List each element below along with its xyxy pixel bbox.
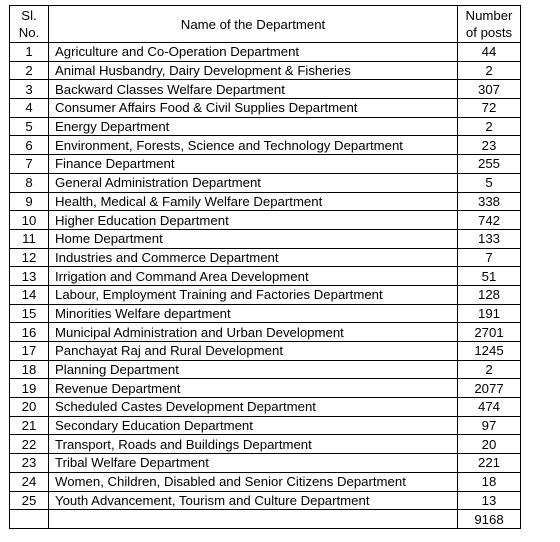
table-row [10, 267, 521, 286]
row-posts-cell: 97 [458, 416, 521, 435]
header-department-name-label: Name of the Department [180, 16, 326, 32]
header-number-of-posts [458, 6, 521, 43]
row-sl-no-cell: 1 [10, 43, 49, 62]
row-posts-cell: 20 [458, 435, 521, 454]
row-department-name-cell: Consumer Affairs Food & Civil Supplies Department [49, 99, 458, 118]
row-posts-cell: 44 [458, 43, 521, 62]
table-row [10, 117, 521, 136]
row-sl-no-cell: 17 [10, 342, 49, 361]
row-posts-cell: 221 [458, 454, 521, 473]
row-department-name-cell: Tribal Welfare Department [49, 454, 458, 473]
row-department-name-cell: Secondary Education Department [49, 416, 458, 435]
row-department-name-cell: Irrigation and Command Area Development [49, 267, 458, 286]
row-department-name-cell: Energy Department [49, 117, 458, 136]
row-sl-no-cell: 5 [10, 117, 49, 136]
row-sl-no-cell: 18 [10, 360, 49, 379]
row-sl-no-cell: 10 [10, 211, 49, 230]
row-posts-cell: 133 [458, 229, 521, 248]
row-posts-cell: 128 [458, 285, 521, 304]
row-posts-cell: 307 [458, 80, 521, 99]
row-posts-cell: 51 [458, 267, 521, 286]
table-row [10, 136, 521, 155]
row-sl-no-cell: 6 [10, 136, 49, 155]
header-sl-no [10, 6, 49, 43]
row-posts-cell: 2701 [458, 323, 521, 342]
row-sl-no-cell: 12 [10, 248, 49, 267]
header-department-name [49, 6, 458, 43]
total-posts-cell: 9168 [458, 510, 521, 529]
table-row [10, 472, 521, 491]
row-sl-no-cell: 20 [10, 398, 49, 417]
table-row [10, 285, 521, 304]
table-row [10, 192, 521, 211]
row-department-name-cell: Animal Husbandry, Dairy Development & Fisheries [49, 61, 458, 80]
table-row [10, 491, 521, 510]
row-sl-no-cell: 11 [10, 229, 49, 248]
total-name-cell [49, 510, 458, 529]
row-department-name-cell: Environment, Forests, Science and Technology Department [49, 136, 458, 155]
row-department-name-cell: Women, Children, Disabled and Senior Citizens Department [49, 472, 458, 491]
table-row [10, 80, 521, 99]
row-posts-cell: 2 [458, 117, 521, 136]
table-row [10, 454, 521, 473]
header-sl-no-label: Sl. No. [18, 8, 40, 40]
row-sl-no-cell: 3 [10, 80, 49, 99]
row-department-name-cell: Municipal Administration and Urban Development [49, 323, 458, 342]
row-posts-cell: 2 [458, 360, 521, 379]
row-posts-cell: 7 [458, 248, 521, 267]
table-row [10, 248, 521, 267]
row-department-name-cell: Industries and Commerce Department [49, 248, 458, 267]
row-department-name-cell: Backward Classes Welfare Department [49, 80, 458, 99]
department-posts-table-container [9, 5, 521, 529]
table-row [10, 43, 521, 62]
table-row [10, 211, 521, 230]
row-sl-no-cell: 21 [10, 416, 49, 435]
row-sl-no-cell: 7 [10, 155, 49, 174]
row-sl-no-cell: 24 [10, 472, 49, 491]
row-posts-cell: 338 [458, 192, 521, 211]
row-department-name-cell: General Administration Department [49, 173, 458, 192]
row-department-name-cell: Youth Advancement, Tourism and Culture Department [49, 491, 458, 510]
table-header-row [10, 6, 521, 43]
table-row [10, 416, 521, 435]
row-sl-no-cell: 8 [10, 173, 49, 192]
row-department-name-cell: Finance Department [49, 155, 458, 174]
row-posts-cell: 72 [458, 99, 521, 118]
row-posts-cell: 23 [458, 136, 521, 155]
table-body [10, 43, 521, 510]
row-sl-no-cell: 15 [10, 304, 49, 323]
row-posts-cell: 191 [458, 304, 521, 323]
table-row [10, 342, 521, 361]
row-sl-no-cell: 9 [10, 192, 49, 211]
row-department-name-cell: Health, Medical & Family Welfare Department [49, 192, 458, 211]
department-posts-table [9, 5, 521, 529]
row-sl-no-cell: 2 [10, 61, 49, 80]
row-posts-cell: 2077 [458, 379, 521, 398]
total-sl-cell [10, 510, 49, 529]
row-department-name-cell: Higher Education Department [49, 211, 458, 230]
row-posts-cell: 742 [458, 211, 521, 230]
total-row [10, 510, 521, 529]
row-department-name-cell: Scheduled Castes Development Department [49, 398, 458, 417]
header-number-of-posts-label: Number of posts [465, 8, 513, 40]
row-department-name-cell: Home Department [49, 229, 458, 248]
table-row [10, 323, 521, 342]
table-row [10, 360, 521, 379]
row-posts-cell: 1245 [458, 342, 521, 361]
table-row [10, 99, 521, 118]
row-posts-cell: 474 [458, 398, 521, 417]
row-posts-cell: 5 [458, 173, 521, 192]
row-department-name-cell: Minorities Welfare department [49, 304, 458, 323]
row-sl-no-cell: 4 [10, 99, 49, 118]
row-posts-cell: 2 [458, 61, 521, 80]
row-sl-no-cell: 16 [10, 323, 49, 342]
row-department-name-cell: Transport, Roads and Buildings Department [49, 435, 458, 454]
table-row [10, 229, 521, 248]
row-sl-no-cell: 14 [10, 285, 49, 304]
table-row [10, 398, 521, 417]
row-department-name-cell: Panchayat Raj and Rural Development [49, 342, 458, 361]
row-sl-no-cell: 13 [10, 267, 49, 286]
table-row [10, 435, 521, 454]
row-posts-cell: 13 [458, 491, 521, 510]
row-department-name-cell: Labour, Employment Training and Factories Department [49, 285, 458, 304]
row-department-name-cell: Planning Department [49, 360, 458, 379]
row-department-name-cell: Revenue Department [49, 379, 458, 398]
row-sl-no-cell: 25 [10, 491, 49, 510]
table-row [10, 379, 521, 398]
table-row [10, 61, 521, 80]
row-posts-cell: 18 [458, 472, 521, 491]
row-department-name-cell: Agriculture and Co-Operation Department [49, 43, 458, 62]
table-row [10, 304, 521, 323]
row-sl-no-cell: 23 [10, 454, 49, 473]
row-posts-cell: 255 [458, 155, 521, 174]
table-row [10, 173, 521, 192]
row-sl-no-cell: 22 [10, 435, 49, 454]
row-sl-no-cell: 19 [10, 379, 49, 398]
table-row [10, 155, 521, 174]
